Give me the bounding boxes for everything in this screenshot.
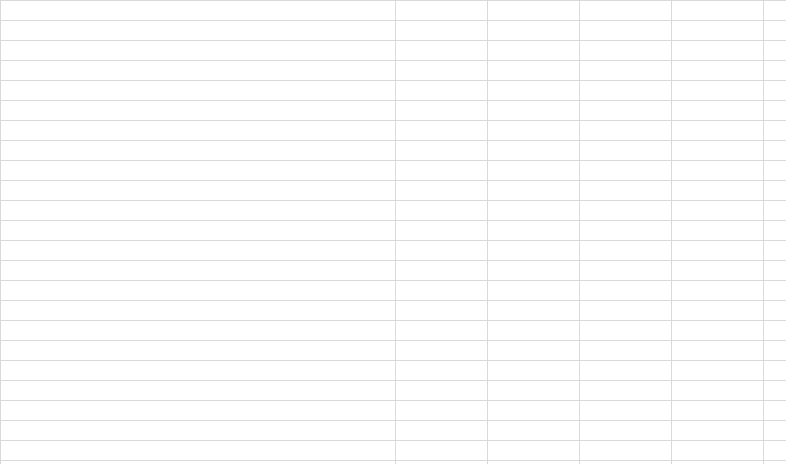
grid-line xyxy=(579,0,580,464)
grid-line xyxy=(395,0,396,464)
grid-line xyxy=(763,0,764,464)
grid-line xyxy=(487,0,488,464)
grid-line xyxy=(671,0,672,464)
